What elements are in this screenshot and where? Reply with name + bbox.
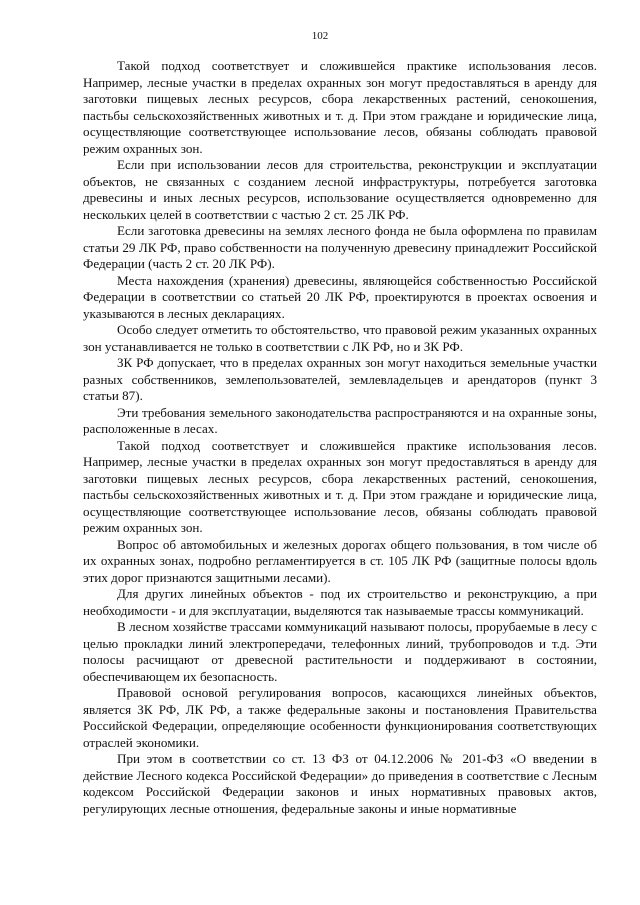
paragraph-10: Для других линейных объектов - под их строительство и реконструкцию, а при необходимости - и для эксплуатации, выделяются так называемые трассы коммуникаций. bbox=[83, 586, 597, 618]
paragraph-5: Особо следует отметить то обстоятельство, что правовой режим указанных охранных зон устанавливается не только в соответствии с ЛК РФ, но и ЗК РФ. bbox=[83, 322, 597, 354]
paragraph-7: Эти требования земельного законодательства распространяются и на охранные зоны, расположенные в лесах. bbox=[83, 404, 597, 436]
page-number: 102 bbox=[311, 30, 329, 42]
paragraph-13: При этом в соответствии со ст. 13 ФЗ от 04.12.2006 № 201-ФЗ «О введении в действие Лесного кодекса Российской Федерации» до приведения в соответствие с Лесным кодексом Российской Федерации законов и иных нормативных правовых актов, регулирующих лесные отношения, федеральные законы и иные нормативные bbox=[83, 751, 597, 816]
paragraph-2: Если при использовании лесов для строительства, реконструкции и эксплуатации объектов, не связанных с созданием лесной инфраструктуры, потребуется заготовка древесины и иных лесных ресурсов, использование осуществляется одновременно для нескольких целей в соответствии с частью 2 ст. 25 ЛК РФ. bbox=[83, 157, 597, 222]
paragraph-9: Вопрос об автомобильных и железных дорогах общего пользования, в том числе об их охранных зонах, подробно регламентируется в ст. 105 ЛК РФ (защитные полосы вдоль этих дорог признаются защитными лесами). bbox=[83, 536, 597, 585]
body-text bbox=[83, 58, 597, 817]
paragraph-3: Если заготовка древесины на землях лесного фонда не была оформлена по правилам статьи 29 ЛК РФ, право собственности на полученную древесину принадлежит Российской Федерации (часть 2 ст. 20 ЛК РФ). bbox=[83, 223, 597, 271]
paragraph-6: ЗК РФ допускает, что в пределах охранных зон могут находиться земельные участки разных собственников, землепользователей, землевладельцев и арендаторов (пункт 3 статьи 87). bbox=[83, 355, 597, 403]
paragraph-11: В лесном хозяйстве трассами коммуникаций называют полосы, прорубаемые в лесу с целью прокладки линий электропередачи, телефонных линий, трубопроводов и т.д. Эти полосы расчищают от древесной растительности и поддерживают в состоянии, обеспечивающем их безопасность. bbox=[83, 619, 597, 684]
paragraph-4: Места нахождения (хранения) древесины, являющейся собственностью Российской Федерации в соответствии со статьей 20 ЛК РФ, проектируются в проектах освоения и указываются в лесных декларациях. bbox=[83, 272, 597, 321]
paragraph-1: Такой подход соответствует и сложившейся практике использования лесов. Например, лесные участки в пределах охранных зон могут предоставляться в аренду для заготовки пищевых лесных ресурсов, сбора лекарственных растений, сенокошения, пастьбы сельскохозяйственных животных и т. д. При этом граждане и юридические лица, осуществляющие соответствующее использование лесов, обязаны соблюдать правовой режим охранных зон. bbox=[83, 58, 597, 156]
paragraph-8: Такой подход соответствует и сложившейся практике использования лесов. Например, лесные участки в пределах охранных зон могут предоставляться в аренду для заготовки пищевых лесных ресурсов, сбора лекарственных растений, сенокошения, пастьбы сельскохозяйственных животных и т. д. При этом граждане и юридические лица, осуществляющие соответствующее использование лесов, обязаны соблюдать правовой режим охранных зон. bbox=[83, 437, 597, 535]
paragraph-12: Правовой основой регулирования вопросов, касающихся линейных объектов, является ЗК РФ, ЛК РФ, а также федеральные законы и постановления Правительства Российской Федерации, определяющие особенности функционирования соответствующих отраслей экономики. bbox=[83, 685, 597, 750]
